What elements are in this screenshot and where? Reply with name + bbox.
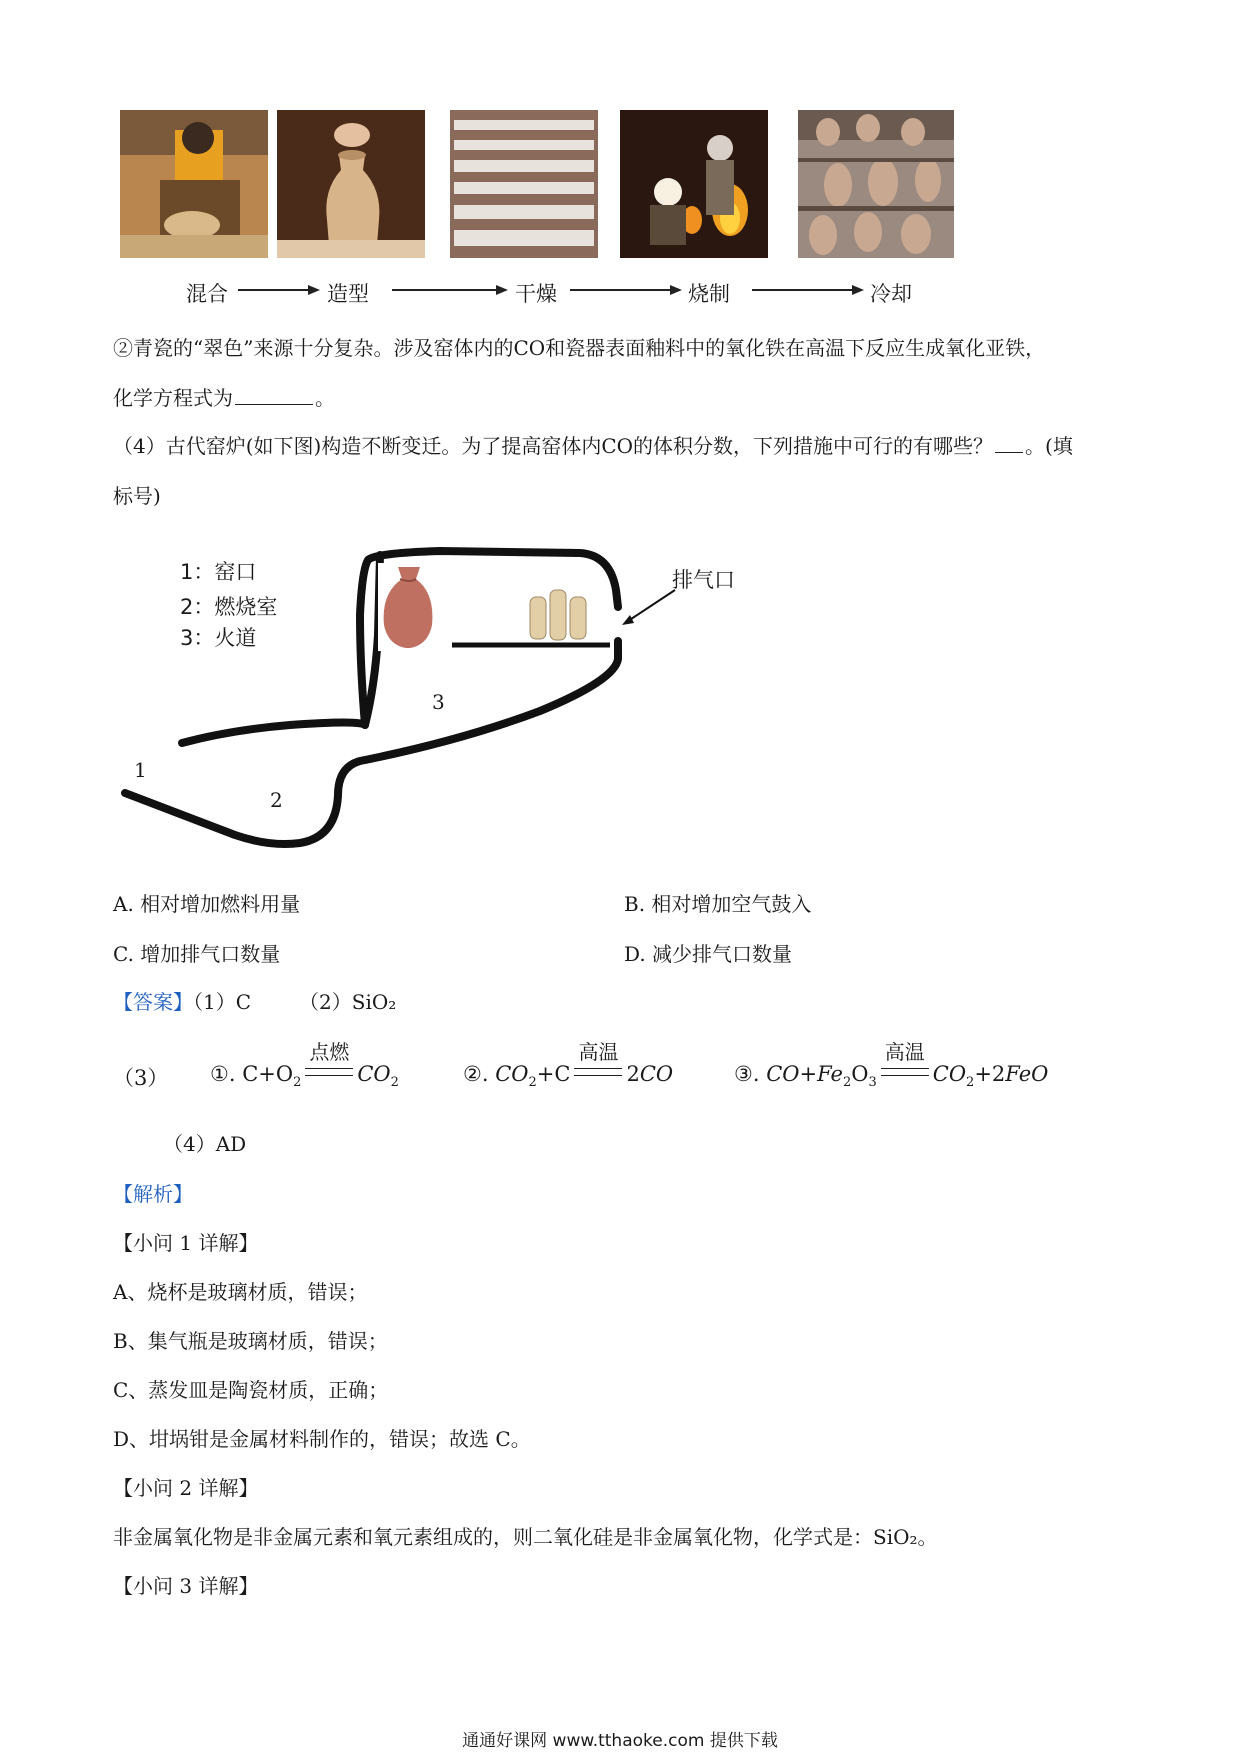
process-step-firing: 烧制: [688, 282, 730, 306]
analysis-sub2-heading: 【小问 2 详解】: [113, 1476, 259, 1500]
q3-part2-suffix: 。: [315, 386, 335, 410]
answer-2: （2）SiO₂: [299, 990, 397, 1014]
answer-3-label: （3）: [113, 1066, 169, 1090]
q4-prefix: （4）古代窑炉(如下图)构造不断变迁。为了提高窑体内CO的体积分数，下列措施中可行的有哪些？: [113, 434, 994, 458]
option-c: C. 增加排气口数量: [113, 942, 281, 966]
process-step-shaping: 造型: [327, 282, 369, 306]
process-photo-cooling: [798, 110, 954, 258]
q4-line2: 标号): [113, 484, 161, 508]
process-step-cooling: 冷却: [870, 282, 912, 306]
kiln-marker-3: 3: [432, 690, 445, 714]
answer-blank[interactable]: [235, 384, 313, 405]
q3-part2-prefix: 化学方程式为: [113, 386, 233, 410]
answer-line: [113, 988, 396, 1016]
analysis-line-d: D、坩埚钳是金属材料制作的，错误；故选 C。: [113, 1427, 531, 1451]
q4-line1: [113, 432, 1073, 460]
answer-1: （1）C: [193, 990, 252, 1014]
analysis-line-b: B、集气瓶是玻璃材质，错误；: [113, 1329, 388, 1353]
exhaust-label: 排气口: [672, 568, 735, 592]
process-photo-shaping: [277, 110, 425, 258]
analysis-sub3-heading: 【小问 3 详解】: [113, 1574, 259, 1598]
answer-tag: 【答案】: [113, 990, 193, 1014]
kiln-legend-3: 3：火道: [180, 626, 257, 650]
answer-4: （4）AD: [163, 1132, 247, 1156]
process-step-drying: 干燥: [515, 282, 557, 306]
page-footer: 通通好课网 www.tthaoke.com 提供下载: [462, 1731, 778, 1751]
option-a: A. 相对增加燃料用量: [113, 892, 301, 916]
stacked-pots-illustration: [530, 590, 586, 640]
vase-illustration: [378, 563, 438, 651]
q3-part2-line2: [113, 384, 335, 412]
kiln-marker-1: 1: [134, 758, 147, 782]
process-photo-mixing: [120, 110, 268, 258]
process-photo-drying: [450, 110, 598, 258]
kiln-legend-1: 1：窑口: [180, 560, 257, 584]
equation-3-number: ③.: [734, 1062, 760, 1086]
equation-3-condition: 高温: [879, 1062, 931, 1086]
analysis-sub1-heading: 【小问 1 详解】: [113, 1231, 259, 1255]
process-arrow-1: [238, 283, 320, 297]
equation-1-number: ①.: [210, 1062, 236, 1086]
option-b: B. 相对增加空气鼓入: [624, 892, 812, 916]
process-arrow-3: [570, 283, 682, 297]
kiln-legend-2: 2：燃烧室: [180, 595, 278, 619]
equation-3: ③. $CO+Fe_2O_3$ 高温 $CO_2+2FeO$: [734, 1040, 1049, 1091]
process-arrow-2: [392, 283, 508, 297]
q4-suffix: 。(填: [1025, 434, 1073, 458]
analysis-line-c: C、蒸发皿是陶瓷材质，正确；: [113, 1378, 389, 1402]
equation-1-condition: 点燃: [303, 1062, 355, 1086]
q3-part2-line1: ②青瓷的“翠色”来源十分复杂。涉及窑体内的CO和瓷器表面釉料中的氧化铁在高温下反应生成氧化亚铁，: [113, 336, 1046, 360]
process-photo-firing: [620, 110, 768, 258]
equation-2: ②. $CO_2+C$ 高温 2CO: [463, 1040, 674, 1091]
option-d: D. 减少排气口数量: [624, 942, 793, 966]
analysis-tag: 【解析】: [113, 1182, 193, 1206]
kiln-marker-2: 2: [270, 788, 283, 812]
analysis-line-a: A、烧杯是玻璃材质，错误；: [113, 1280, 368, 1304]
equation-1: ①. $C+O_2$ 点燃 $CO_2$: [210, 1040, 399, 1091]
equation-2-condition: 高温: [572, 1062, 624, 1086]
equation-2-number: ②.: [463, 1062, 489, 1086]
process-arrow-4: [752, 283, 864, 297]
analysis-sub2-text: 非金属氧化物是非金属元素和氧元素组成的，则二氧化硅是非金属氧化物，化学式是：SiO₂。: [113, 1525, 938, 1549]
process-step-mixing: 混合: [186, 282, 228, 306]
answer-blank[interactable]: [995, 432, 1023, 453]
